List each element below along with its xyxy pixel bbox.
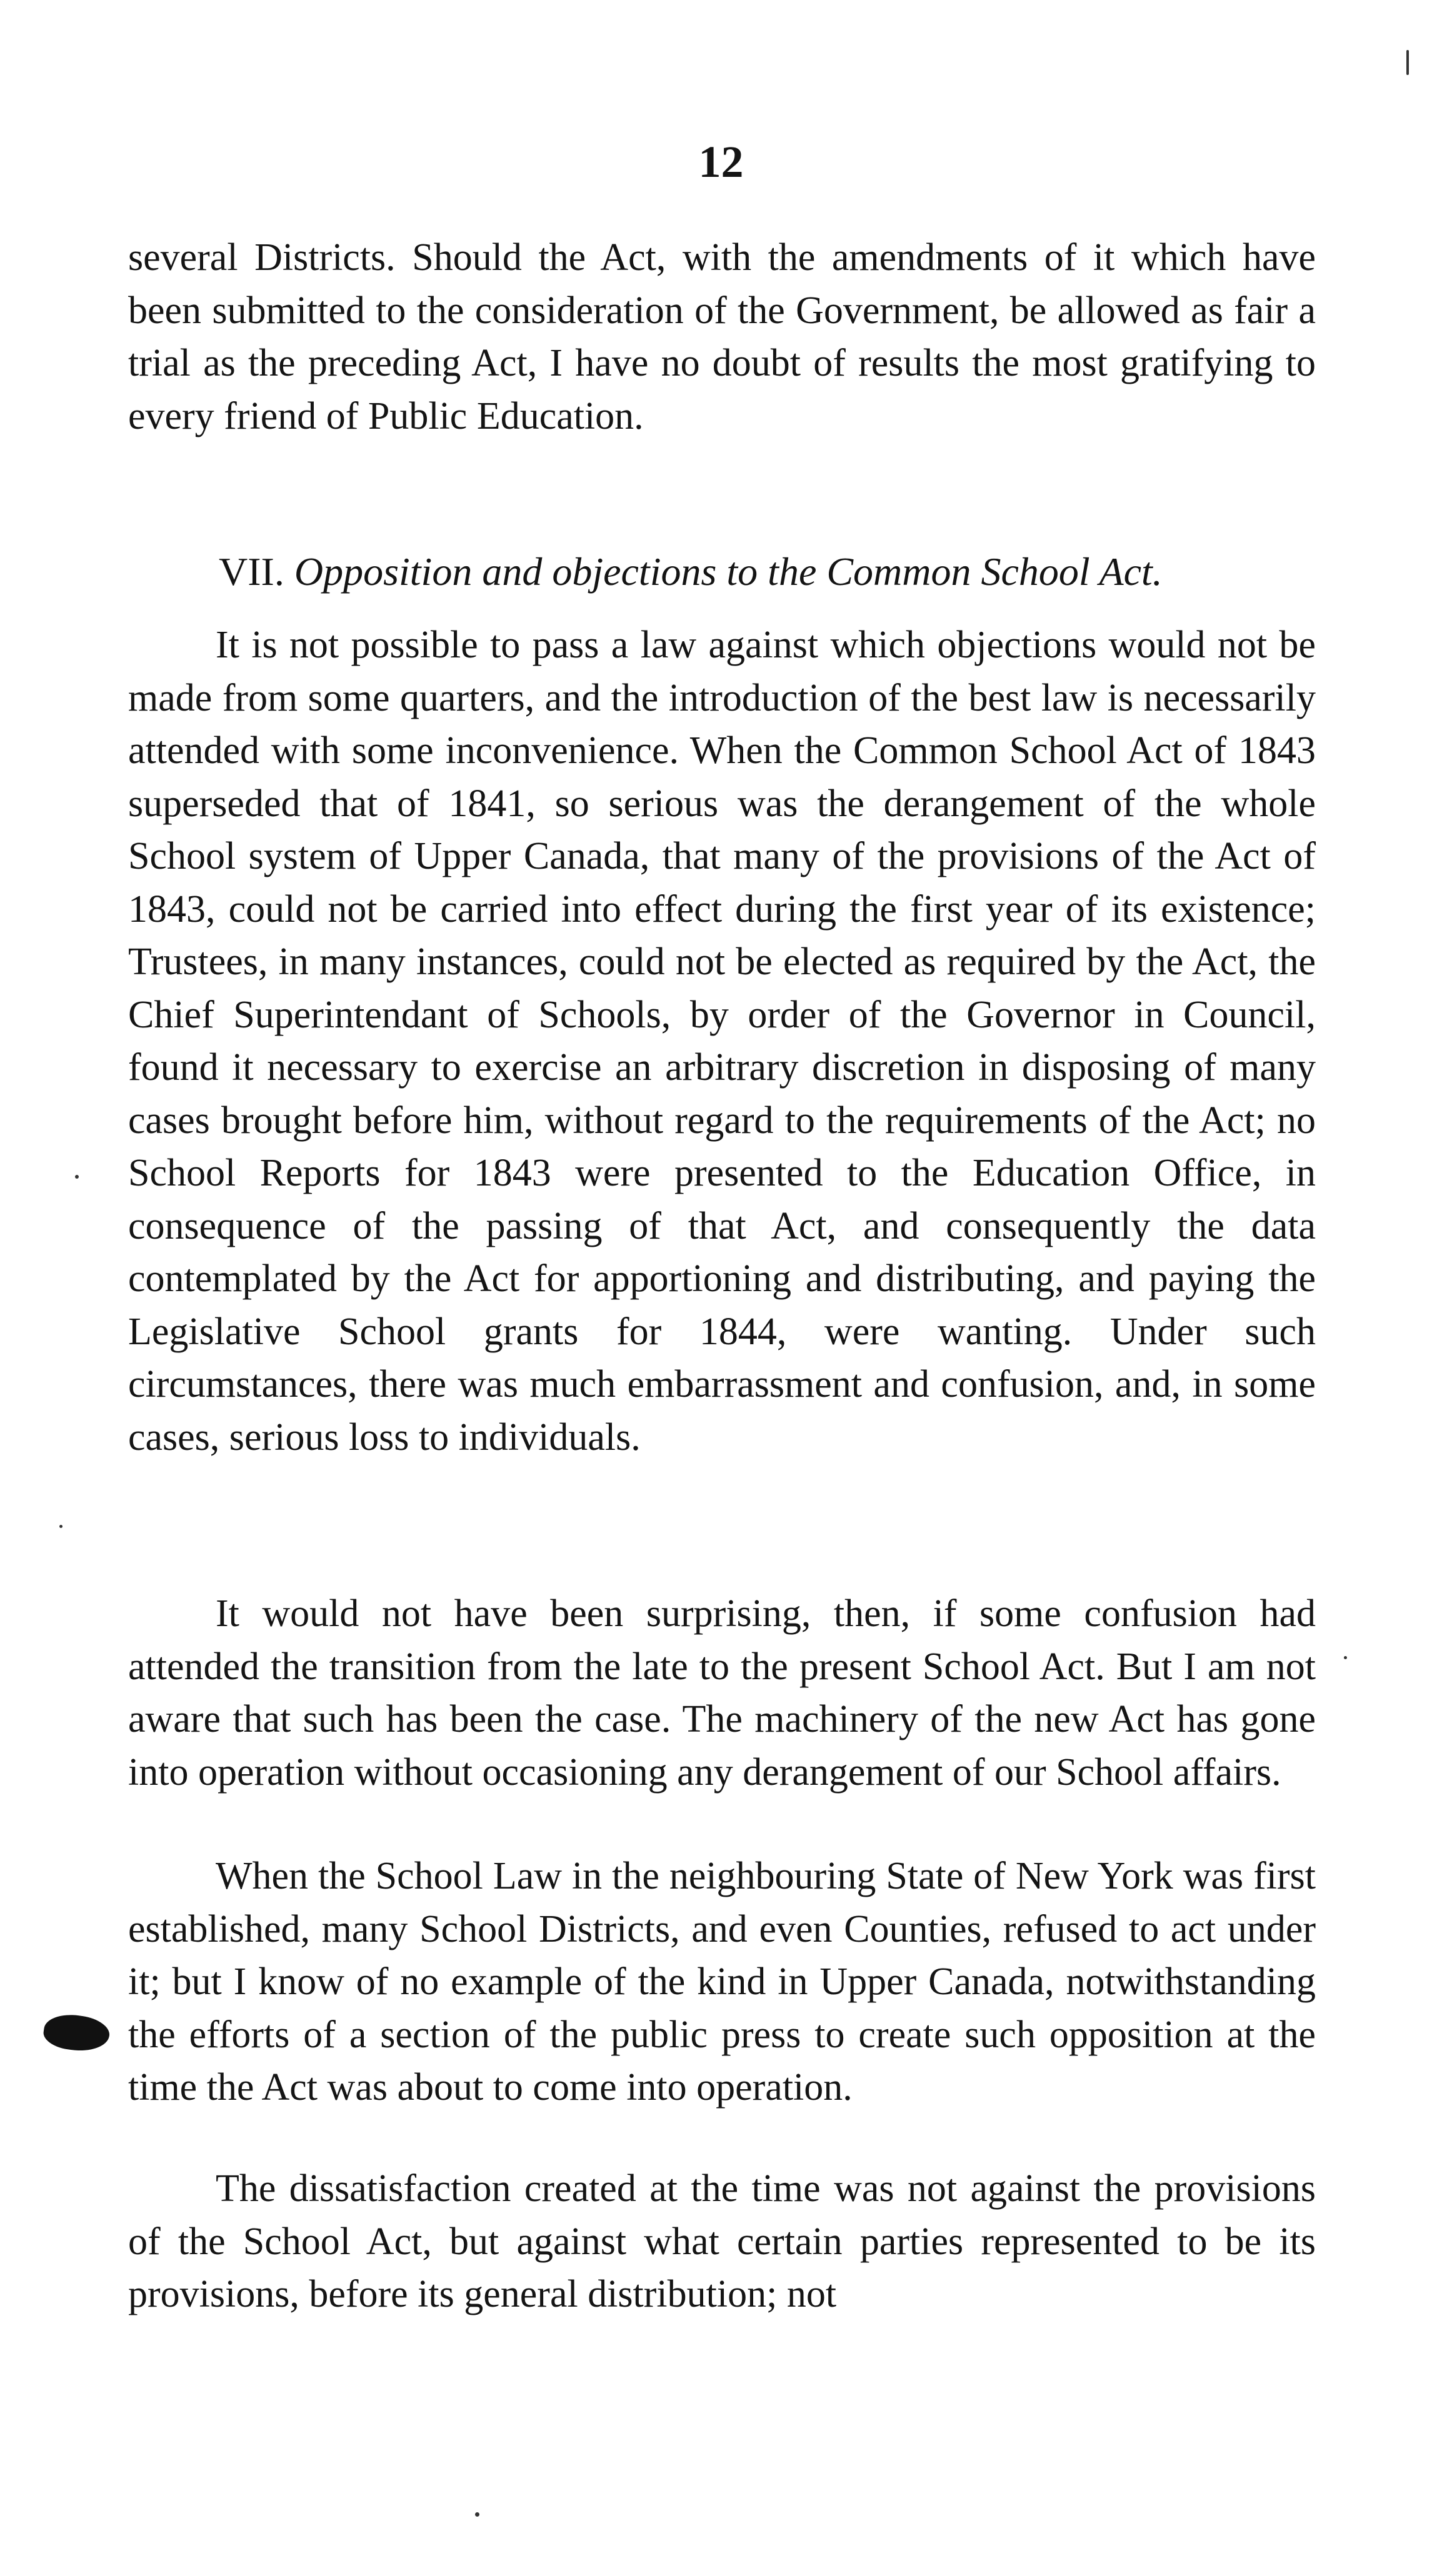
paragraph-1: It is not possible to pass a law against which objections would not be made from some quarters, and the introduction of the best law is necessarily attended with some inconvenience. When the Common School Act of 1843 superseded that of 1841, so serious was the derangement of the whole School system of Upper Canada, that many of the provisions of the Act of 1843, could not be carried into effect during the first year of its existence; Trustees, in many instances, could not be elected as required by the Act, the Chief Superintendant of Schools, by order of the Governor in Council, found it necessary to exercise an arbitrary discretion in disposing of many cases brought before him, without regard to the requirements of the Act; no School Reports for 1843 were presented to the Education Office, in consequence of the passing of that Act, and consequently the data contemplated by the Act for apportioning and distributing, and paying the Legislative School grants for 1844, were wanting. Under such circumstances, there was much embarrassment and confusion, and, in some cases, serious loss to individuals.: [128, 624, 1316, 1459]
section-heading: [219, 544, 1319, 600]
paragraph-3: When the School Law in the neighbouring State of New York was first established, many School Districts, and even Counties, refused to act under it; but I know of no example of the kind in Upper Canada, notwithstanding the efforts of a section of the public press to create such opposition at the time the Act was about to come into operation.: [128, 1855, 1316, 2109]
paragraph-4: The dissatisfaction created at the time was not against the provisions of the School Act, but against what certain parties represented to be its provisions, before its general distribution; not: [128, 2167, 1316, 2315]
paper-speck: [475, 2512, 479, 2517]
section-numeral: VII.: [219, 549, 284, 594]
ink-blot-mark: [42, 2011, 112, 2055]
paper-speck: [1344, 1656, 1347, 1659]
page-number: 12: [698, 137, 744, 187]
section-title: Opposition and objections to the Common School Act.: [294, 549, 1163, 594]
paragraph-2: It would not have been surprising, then, if some confusion had attended the transition from the late to the present School Act. But I am not aware that such has been the case. The machinery of the new Act has gone into operation without occasioning any derangement of our School affairs.: [128, 1592, 1316, 1794]
paper-speck: [1406, 50, 1409, 75]
paper-speck: [59, 1525, 63, 1528]
intro-paragraph: several Districts. Should the Act, with the amendments of it which have been submitted to the consideration of the Government, be allowed as fair a trial as the preceding Act, I have no doubt of results the most gratifying to every friend of Public Education.: [128, 236, 1316, 437]
paper-speck: [75, 1175, 79, 1179]
